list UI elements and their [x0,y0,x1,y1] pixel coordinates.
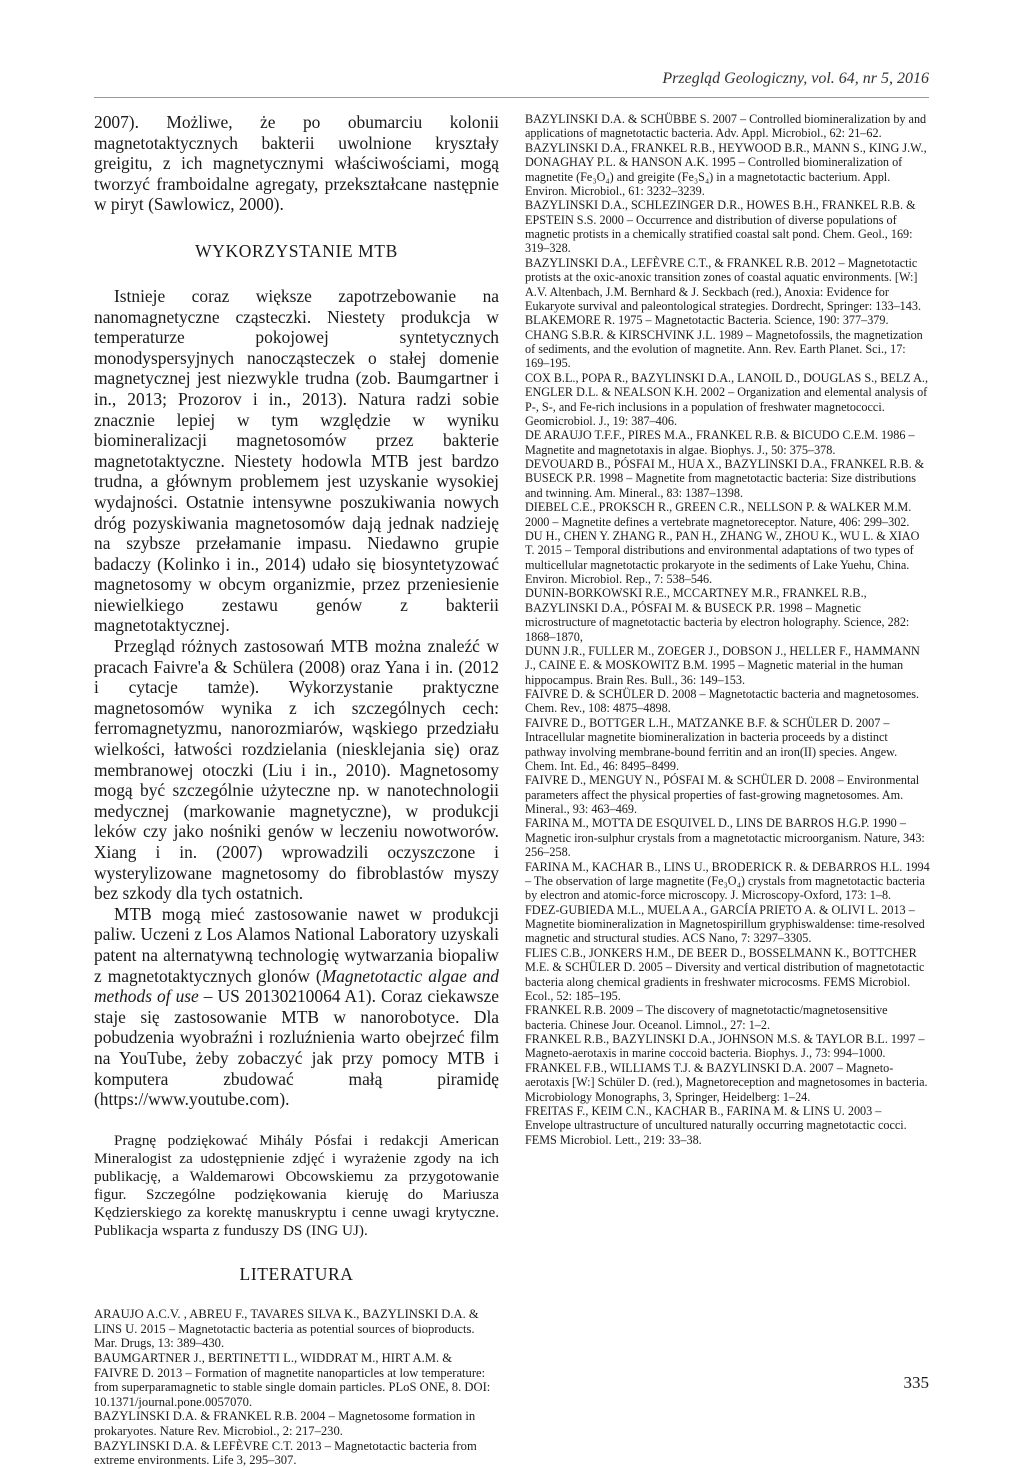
section-heading: WYKORZYSTANIE MTB [195,240,398,261]
reference-entry: FDEZ-GUBIEDA M.L., MUELA A., GARCÍA PRIETO A. & OLIVI L. 2013 – Magnetite biomineralization in Magnetospirillum gryphiswaldense: time-resolved magnetic and structural studies. ACS Nano, 7: 3297–3305. [525,902,925,946]
reference-entry: BAZYLINSKI D.A., SCHLEZINGER D.R., HOWES B.H., FRANKEL R.B. & EPSTEIN S.S. 2000 – Occurrence and distribution of diverse populations of magnetic protists in a chemically stratified coastal salt pond. Chem. Geol., 169: 319–328. [525,198,916,256]
paragraph-3-text-a: MTB mogą mieć zastosowanie nawet w produkcji paliw. Uczeni z Los Alamos National Laboratory uzyskali patent na alternatywną technologię wytwarzania biopaliw z magnetotaktycznych glonów ( [94,903,499,986]
references-right [525,112,930,1147]
body-paragraph-3 [94,904,499,1110]
body-paragraph-1: Istnieje coraz większe zapotrzebowanie na nanomagnetyczne cząsteczki. Niestety produkcja w temperaturze pokojowej syntetycznych monodyspersyjnych nanocząsteczek o stałej domenie magnetycznej jest niezwykle trudna (zob. Baumgartner i in., 2013; Prozorov i in., 2013). Natura radzi sobie znacznie lepiej w tym względzie w wyniku biomineralizacji magnetosomów przez bakterie magnetotaktyczne. Niestety hodowla MTB jest bardzo trudna, a głównym problemem jest uzyskanie wysokiej wydajności. Ostatnie intensywne poszukiwania nowych dróg pozyskiwania magnetosomów dają jednak nadzieję na szybsze przełamanie impasu. Niedawno grupie badaczy (Kolinko i in., 2014) udało się biosyntetyzować magnetosomy w obcym organizmie, przez przeniesienie niewielkiego zestawu genów z bakterii magnetotaktycznej. [94,285,499,636]
reference-entry: FRANKEL R.B., BAZYLINSKI D.A., JOHNSON M.S. & TAYLOR B.L. 1997 – Magneto-aerotaxis in marine coccoid bacteria. Biophys. J., 73: 994–1000. [525,1032,925,1061]
references-heading: LITERATURA [239,1264,354,1285]
reference-entry: DE ARAUJO T.F.F., PIRES M.A., FRANKEL R.B. & BICUDO C.E.M. 1986 – Magnetite and magnetotaxis in algae. Biophys. J., 50: 375–378. [525,428,915,457]
left-column [94,112,499,1468]
intro-paragraph: 2007). Możliwe, że po obumarciu kolonii magnetotaktycznych bakterii uwolnione kryształy greigitu, z ich magnetycznymi właściwościami, mogą tworzyć framboidalne agregaty, przekształcane następnie w piryt (Sawlowicz, 2000). [94,112,499,215]
reference-entry: BAZYLINSKI D.A. & SCHÜBBE S. 2007 – Controlled biomineralization by and applications of magnetotactic bacteria. Adv. Appl. Microbiol., 62: 21–62. [525,112,927,141]
reference-entry: BLAKEMORE R. 1975 – Magnetotactic Bacteria. Science, 190: 377–379. [525,313,889,328]
right-column [525,112,930,1147]
header-rule [94,97,929,98]
reference-entry: FAIVRE D., MENGUY N., PÓSFAI M. & SCHÜLER D. 2008 – Environmental parameters affect the physical properties of fast-growing magnetosomes. Am. Mineral., 93: 463–469. [525,773,920,816]
reference-entry: FAIVRE D., BOTTGER L.H., MATZANKE B.F. & SCHÜLER D. 2007 – Intracellular magnetite biomineralization in bacteria proceeds by a distinct pathway involving membrane-bound ferritin and an iron(II) species. Angew. Chem. Int. Ed., 46: 8495–8499. [525,715,898,773]
reference-entry: ARAUJO A.C.V. , ABREU F., TAVARES SILVA K., BAZYLINSKI D.A. & LINS U. 2015 – Magnetotactic bacteria as potential sources of bioproducts. Mar. Drugs, 13: 389–430. [94,1307,479,1351]
reference-entry: DUNIN-BORKOWSKI R.E., MCCARTNEY M.R., FRANKEL R.B., BAZYLINSKI D.A., PÓSFAI M. & BUSECK P.R. 1998 – Magnetic microstructure of magnetotactic bacteria by electron holography. Science, 282: 1868–1870, [525,586,910,644]
reference-entry: BAZYLINSKI D.A. & LEFÈVRE C.T. 2013 – Magnetotactic bacteria from extreme environments. Life 3, 295–307. [94,1438,477,1468]
reference-entry: CHANG S.B.R. & KIRSCHVINK J.L. 1989 – Magnetofossils, the magnetization of sediments, and the evolution of magnetite. Ann. Rev. Earth Planet. Sci., 17: 169–195. [525,327,923,371]
reference-entry: DIEBEL C.E., PROKSCH R., GREEN C.R., NELLSON P. & WALKER M.M. 2000 – Magnetite defines a vertebrate magnetoreceptor. Nature, 406: 299–302. [525,500,912,529]
paragraph-3-text-b: – US 20130210064 A1). Coraz ciekawsze staje się zastosowanie MTB w nanorobotyce. Dla pobudzenia wyobraźni i rozluźnienia warto obejrzeć film na YouTube, żeby zobaczyć jak przy pomocy MTB i komputera zbudować małą piramidę (https://www.youtube.com). [94,986,499,1110]
reference-entry: DU H., CHEN Y. ZHANG R., PAN H., ZHANG W., ZHOU K., WU L. & XIAO T. 2015 – Temporal distributions and environmental adaptations of two types of multicellular magnetotactic prokaryote in the sediments of Lake Yuehu, China. Environ. Microbiol. Rep., 7: 538–546. [525,528,920,586]
reference-entry: COX B.L., POPA R., BAZYLINSKI D.A., LANOIL D., DOUGLAS S., BELZ A., ENGLER D.L. & NEALSON K.H. 2002 – Organization and elemental analysis of P-, S-, and Fe-rich inclusions in a population of freshwater magnetococci. Geomicrobiol. J., 19: 387–406. [525,370,928,428]
reference-entry: BAZYLINSKI D.A., FRANKEL R.B., HEYWOOD B.R., MANN S., KING J.W., DONAGHAY P.L. & HANSON A.K. 1995 – Controlled biomineralization of magnetite (Fe₃O₄) and greigite (Fe₃S₄) in a magnetotactic bacterium. Appl. Environ. Microbiol., 61: 3232–3239. [525,140,927,198]
reference-entry: FRANKEL R.B. 2009 – The discovery of magnetotactic/magnetosensitive bacteria. Chinese Jour. Oceanol. Limnol., 27: 1–2. [525,1003,888,1032]
patent-title: Magnetotactic algae and methods of use [94,965,499,1007]
body-paragraph-2: Przegląd różnych zastosowań MTB można znaleźć w pracach Faivre'a & Schülera (2008) oraz Yana i in. (2012 i cytacje tamże). Wykorzystanie praktyczne magnetosomów wynika z ich szczególnych cech: ferromagnetyzmu, nanorozmiarów, wąskiego przedziału wielkości, łatwości rozdzielania (niesklejania się) oraz membranowej otoczki (Liu i in., 2010). Magnetosomy mogą być szczególnie użyteczne np. w nanotechnologii medycznej (markowanie magnetyczne), w produkcji leków czy jako nośniki genów w leczeniu nowotworów. Xiang i in. (2007) wprowadzili oczyszczone i wysterylizowane magnetosomy do fibroblastów myszy bez szkody dla tych ostatnich. [94,636,499,904]
reference-entry: FARINA M., KACHAR B., LINS U., BRODERICK R. & DEBARROS H.L. 1994 – The observation of large magnetite (Fe₃O₄) crystals from magnetotactic bacteria by electron and atomic-force microscopy. J. Microscopy-Oxford, 173: 1–8. [525,859,930,903]
reference-entry: BAZYLINSKI D.A., LEFÈVRE C.T., & FRANKEL R.B. 2012 – Magnetotactic protists at the oxic-anoxic transition zones of coastal aquatic environments. [W:] A.V. Altenbach, J.M. Bernhard & J. Seckbach (red.), Anoxia: Evidence for Eukaryote survival and paleontological strategies. Dordrecht, Springer: 133–143. [525,255,921,313]
reference-entry: FRANKEL F.B., WILLIAMS T.J. & BAZYLINSKI D.A. 2007 – Magneto-aerotaxis [W:] Schüler D. (red.), Magnetoreception and magnetosomes in bacteria. Microbiology Monographs, 3, Springer, Heidelberg: 1–24. [525,1060,928,1104]
reference-entry: FARINA M., MOTTA DE ESQUIVEL D., LINS DE BARROS H.G.P. 1990 – Magnetic iron-sulphur crystals from a magnetotactic microorganism. Nature, 343: 256–258. [525,816,925,860]
reference-entry: FREITAS F., KEIM C.N., KACHAR B., FARINA M. & LINS U. 2003 – Envelope ultrastructure of uncultured naturally occurring magnetotactic cocci. FEMS Microbiol. Lett., 219: 33–38. [525,1103,907,1147]
references-left [94,1307,499,1468]
reference-entry: DUNN J.R., FULLER M., ZOEGER J., DOBSON J., HELLER F., HAMMANN J., CAINE E. & MOSKOWITZ B.M. 1995 – Magnetic material in the human hippocampus. Brain Res. Bull., 36: 149–153. [525,643,920,687]
running-header: Przegląd Geologiczny, vol. 64, nr 5, 2016 [662,70,929,87]
acknowledgements: Pragnę podziękować Mihály Pósfai i redakcji American Mineralogist za udostępnienie zdjęć i wyrażenie zgody na ich publikację, a Waldemarowi Obcowskiemu za przygotowanie figur. Szczególne podziękowania kieruję do Mariusza Kędzierskiego za korektę manuskryptu i cenne uwagi krytyczne. Publikacja wsparta z funduszy DS (ING UJ). [94,1131,499,1240]
page-number: 335 [903,1373,929,1392]
reference-entry: FAIVRE D. & SCHÜLER D. 2008 – Magnetotactic bacteria and magnetosomes. Chem. Rev., 108: 4875–4898. [525,687,920,716]
reference-entry: DEVOUARD B., PÓSFAI M., HUA X., BAZYLINSKI D.A., FRANKEL R.B. & BUSECK P.R. 1998 – Magnetite from magnetotactic bacteria: Size distributions and twinning. Am. Mineral., 83: 1387–1398. [525,457,925,500]
reference-entry: BAUMGARTNER J., BERTINETTI L., WIDDRAT M., HIRT A.M. & FAIVRE D. 2013 – Formation of magnetite nanoparticles at low temperature: from superparamagnetic to stable single domain particles. PLoS ONE, 8. DOI: 10.1371/journal.pone.0057070. [94,1351,491,1409]
reference-entry: FLIES C.B., JONKERS H.M., DE BEER D., BOSSELMANN K., BOTTCHER M.E. & SCHÜLER D. 2005 – Diversity and vertical distribution of magnetotactic bacteria along chemical gradients in freshwater microcosms. FEMS Microbiol. Ecol., 52: 185–195. [525,945,925,1003]
reference-entry: BAZYLINSKI D.A. & FRANKEL R.B. 2004 – Magnetosome formation in prokaryotes. Nature Rev. Microbiol., 2: 217–230. [94,1409,476,1439]
